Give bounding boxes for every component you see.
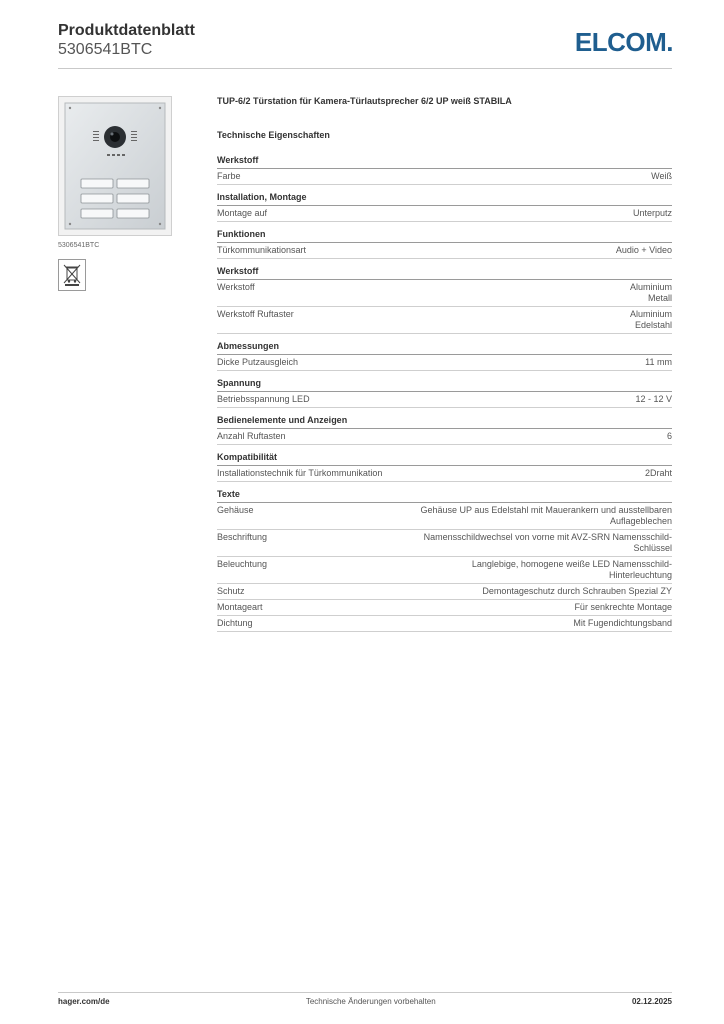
document-footer [58, 997, 672, 1006]
article-number: 5306541BTC [58, 41, 153, 58]
spec-group [217, 452, 672, 482]
spec-value: Audio + Video [615, 245, 672, 255]
spec-group [217, 266, 672, 334]
spec-label: Gehäuse [217, 505, 254, 515]
spec-value: Demontageschutz durch Schrauben Spezial ZY [482, 586, 672, 596]
spec-label: Schutz [217, 586, 245, 596]
spec-value: Unterputz [632, 208, 672, 218]
spec-value: Gehäuse UP aus Edelstahl mit Mauerankern und ausstellbaren Auflageblechen [420, 505, 672, 526]
spec-row [217, 307, 672, 334]
footer-website: hager.com/de [58, 997, 110, 1006]
header-divider [58, 68, 672, 69]
footer-date: 02.12.2025 [631, 997, 672, 1006]
door-station-illustration [63, 101, 167, 231]
spec-group-title: Werkstoff [217, 266, 672, 280]
spec-label: Montage auf [217, 208, 268, 218]
elcom-logo: ELCOM. [574, 27, 673, 57]
spec-label: Beleuchtung [217, 559, 268, 569]
section-title: Technische Eigenschaften [217, 130, 330, 140]
spec-value: Für senkrechte Montage [574, 602, 672, 612]
spec-content [217, 96, 672, 639]
spec-label: Beschriftung [217, 532, 268, 542]
spec-group-title: Funktionen [217, 229, 672, 243]
footer-divider [58, 992, 672, 993]
spec-row [217, 392, 672, 408]
spec-row [217, 206, 672, 222]
spec-value: Langlebige, homogene weiße LED Namensschild- Hinterleuchtung [471, 559, 672, 580]
spec-row [217, 243, 672, 259]
spec-group [217, 155, 672, 185]
product-image [58, 96, 172, 236]
spec-label: Betriebsspannung LED [217, 394, 310, 404]
spec-group-title: Bedienelemente und Anzeigen [217, 415, 672, 429]
spec-value: Namensschildwechsel von vorne mit AVZ-SRN Namensschild- Schlüssel [423, 532, 672, 553]
image-caption: 5306541BTC [58, 242, 100, 249]
spec-value: Weiß [651, 171, 672, 181]
spec-label: Werkstoff Ruftaster [217, 309, 294, 319]
document-title: Produktdatenblatt [58, 22, 195, 39]
spec-value: 2Draht [644, 468, 672, 478]
spec-label: Farbe [217, 171, 241, 181]
spec-group-title: Installation, Montage [217, 192, 672, 206]
spec-row [217, 557, 672, 584]
spec-group-title: Abmessungen [217, 341, 672, 355]
spec-group [217, 192, 672, 222]
spec-group [217, 378, 672, 408]
spec-label: Installationstechnik für Türkommunikation [217, 468, 383, 478]
spec-value: 12 - 12 V [635, 394, 672, 404]
spec-value: 6 [666, 431, 672, 441]
spec-row [217, 530, 672, 557]
spec-group [217, 415, 672, 445]
spec-group-title: Texte [217, 489, 672, 503]
spec-label: Werkstoff [217, 282, 255, 292]
spec-row [217, 429, 672, 445]
spec-row [217, 616, 672, 632]
spec-value: 11 mm [645, 357, 672, 367]
spec-row [217, 169, 672, 185]
spec-group [217, 229, 672, 259]
spec-label: Türkommunikationsart [217, 245, 307, 255]
spec-label: Montageart [217, 602, 263, 612]
spec-row [217, 466, 672, 482]
spec-row [217, 355, 672, 371]
spec-value: Aluminium Edelstahl [629, 309, 672, 330]
spec-row [217, 280, 672, 307]
spec-group [217, 489, 672, 632]
spec-label: Dichtung [217, 618, 253, 628]
product-title: TUP-6/2 Türstation für Kamera-Türlautsprecher 6/2 UP weiß STABILA [217, 96, 512, 106]
left-column [58, 96, 174, 291]
spec-value: Aluminium Metall [629, 282, 672, 303]
spec-group [217, 341, 672, 371]
spec-value: Mit Fugendichtungsband [573, 618, 672, 628]
footer-notice: Technische Änderungen vorbehalten [305, 997, 436, 1006]
spec-group-title: Werkstoff [217, 155, 672, 169]
weee-bin-icon [58, 259, 86, 291]
spec-label: Dicke Putzausgleich [217, 357, 299, 367]
spec-group-title: Kompatibilität [217, 452, 672, 466]
spec-row [217, 584, 672, 600]
spec-label: Anzahl Ruftasten [217, 431, 286, 441]
spec-groups [217, 155, 672, 632]
document-header [58, 22, 195, 60]
spec-group-title: Spannung [217, 378, 672, 392]
spec-row [217, 503, 672, 530]
spec-row [217, 600, 672, 616]
